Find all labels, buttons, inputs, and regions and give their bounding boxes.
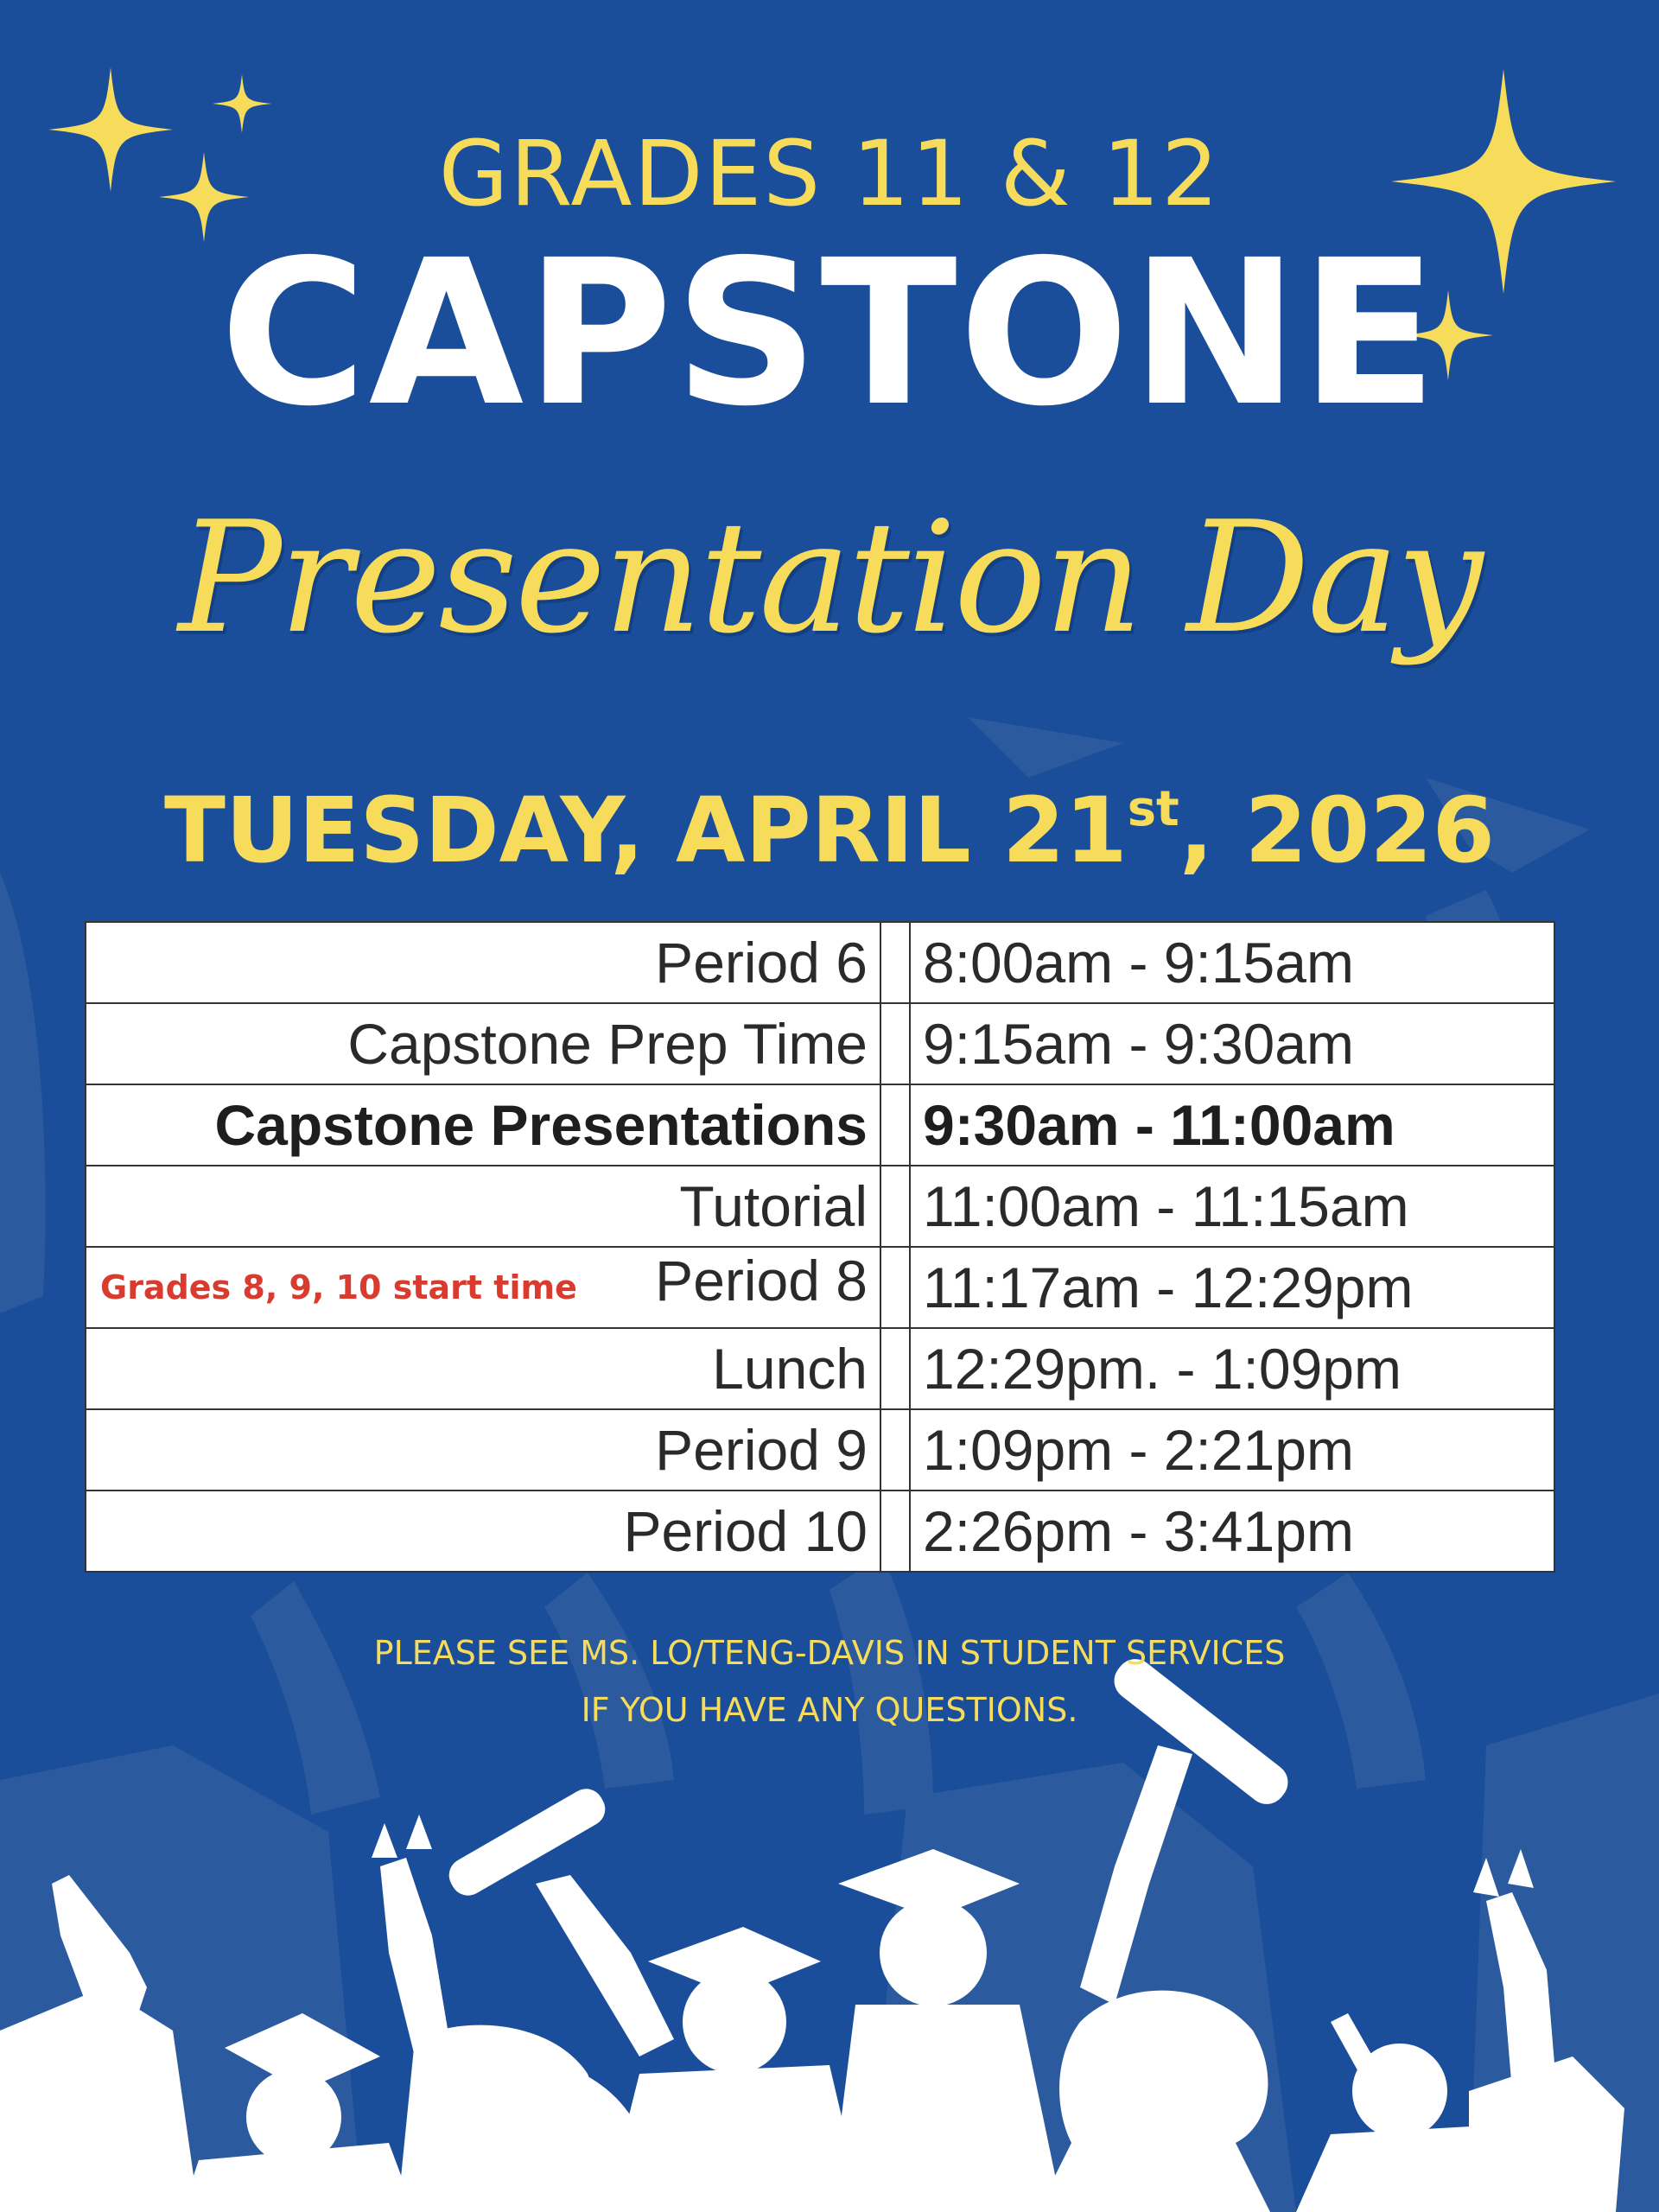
period-label: Period 10 [86, 1491, 880, 1572]
footer-line-2: IF YOU HAVE ANY QUESTIONS. [581, 1691, 1078, 1729]
period-label: Tutorial [86, 1166, 880, 1247]
period-label: Lunch [86, 1328, 880, 1409]
column-divider [880, 1003, 910, 1084]
period-time: 8:00am - 9:15am [910, 922, 1554, 1003]
period-label: Capstone Presentations [86, 1084, 880, 1166]
schedule-row [86, 1166, 1554, 1247]
period-time: 9:15am - 9:30am [910, 1003, 1554, 1084]
column-divider [880, 1084, 910, 1166]
footer-line-1: PLEASE SEE MS. LO/TENG-DAVIS IN STUDENT SERVICES [373, 1634, 1286, 1672]
presentation-day-subtitle: Presentation Day [178, 488, 1481, 667]
capstone-title: CAPSTONE [219, 217, 1440, 450]
schedule-row [86, 1247, 1554, 1328]
period-time: 2:26pm - 3:41pm [910, 1491, 1554, 1572]
column-divider [880, 1409, 910, 1491]
grades-start-note: Grades 8, 9, 10 start time [100, 1268, 577, 1306]
period-label: Period 9 [86, 1409, 880, 1491]
period-label-with-note [86, 1247, 880, 1328]
period-time: 1:09pm - 2:21pm [910, 1409, 1554, 1491]
schedule-row [86, 1409, 1554, 1491]
period-time: 12:29pm. - 1:09pm [910, 1328, 1554, 1409]
schedule-row [86, 1328, 1554, 1409]
column-divider [880, 1491, 910, 1572]
schedule-row [86, 1491, 1554, 1572]
contact-footer [0, 1624, 1659, 1738]
period-time: 11:00am - 11:15am [910, 1166, 1554, 1247]
schedule-row [86, 922, 1554, 1003]
schedule-row [86, 1003, 1554, 1084]
period-label: Capstone Prep Time [86, 1003, 880, 1084]
column-divider [880, 1247, 910, 1328]
period-label: Period 8 [655, 1249, 868, 1313]
date-prefix: TUESDAY, APRIL 21 [164, 778, 1128, 883]
column-divider [880, 1328, 910, 1409]
schedule-row-highlight [86, 1084, 1554, 1166]
event-date [0, 778, 1659, 883]
period-time: 9:30am - 11:00am [910, 1084, 1554, 1166]
column-divider [880, 1166, 910, 1247]
date-ordinal: st [1127, 781, 1179, 838]
grades-heading: GRADES 11 & 12 [438, 121, 1221, 226]
date-year: , 2026 [1179, 778, 1495, 883]
period-label: Period 6 [86, 922, 880, 1003]
schedule-table [85, 921, 1555, 1573]
column-divider [880, 922, 910, 1003]
period-time: 11:17am - 12:29pm [910, 1247, 1554, 1328]
